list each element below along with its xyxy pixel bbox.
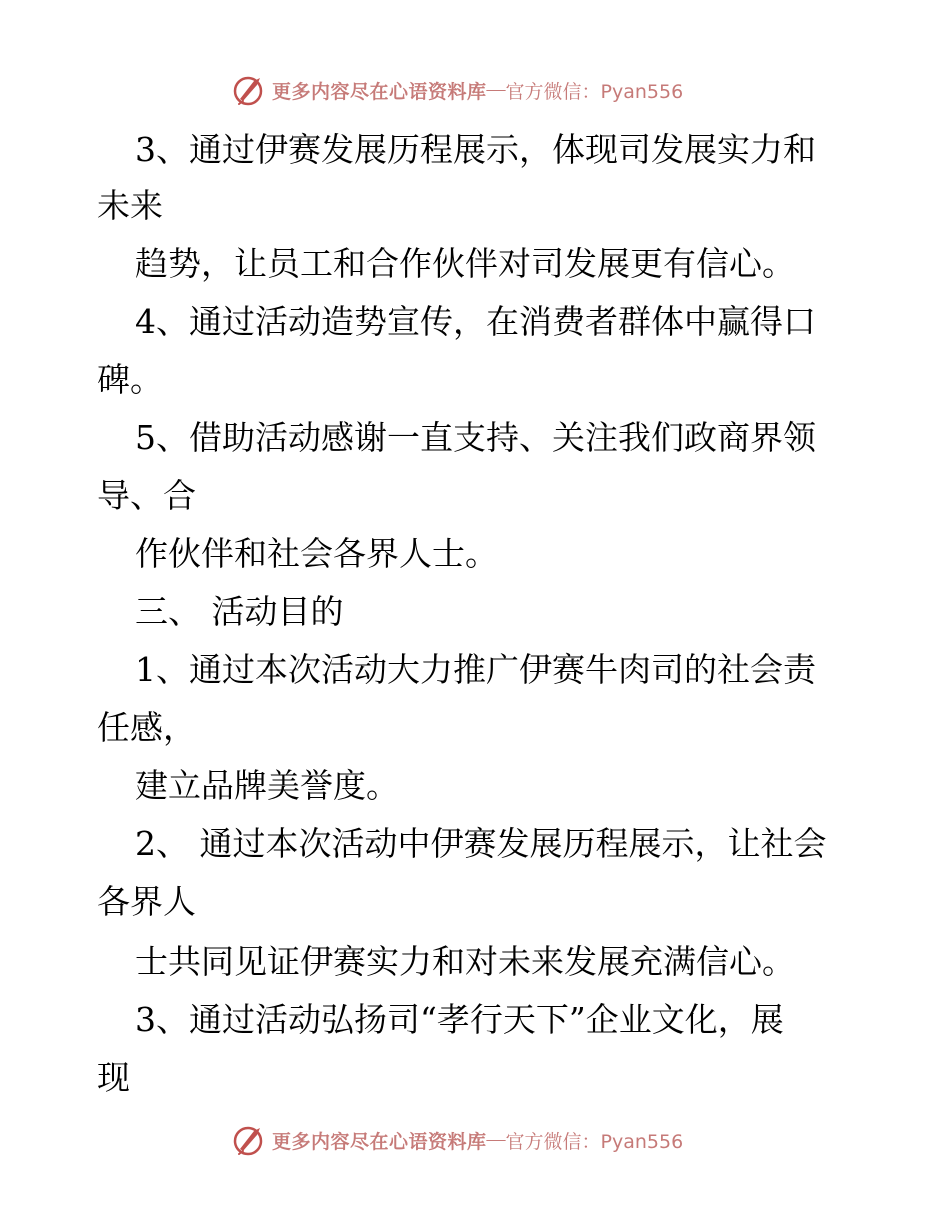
body-line: 作伙伴和社会各界人士。	[135, 534, 498, 573]
watermark-text: 更多内容尽在心语资料库	[272, 1130, 487, 1153]
footer-watermark	[232, 1120, 752, 1160]
body-line: 3、通过伊赛发展历程展示，体现司发展实力和	[135, 130, 816, 169]
quill-pen-logo-icon	[232, 1123, 266, 1157]
body-line: 任感，	[97, 708, 196, 747]
body-line: 2、 通过本次活动中伊赛发展历程展示，让社会	[135, 824, 827, 863]
body-line: 士共同见证伊赛实力和对未来发展充满信心。	[135, 942, 795, 981]
body-line: 建立品牌美誉度。	[135, 766, 399, 805]
body-line: 未来	[97, 186, 163, 225]
body-line: 导、合	[97, 476, 196, 515]
watermark-dash: —	[486, 1129, 506, 1150]
body-line: 各界人	[97, 882, 196, 921]
watermark-account: 官方微信：Pyan556	[505, 80, 684, 103]
watermark-account: 官方微信：Pyan556	[505, 1130, 684, 1153]
body-line: 3、通过活动弘扬司“孝行天下”企业文化，展	[135, 1000, 784, 1039]
body-line: 5、借助活动感谢一直支持、关注我们政商界领	[135, 418, 816, 457]
watermark-dash: —	[486, 79, 506, 100]
body-line: 碑。	[97, 360, 163, 399]
section-heading: 三、 活动目的	[135, 592, 344, 631]
body-line: 1、通过本次活动大力推广伊赛牛肉司的社会责	[135, 650, 816, 689]
body-line: 趋势，让员工和合作伙伴对司发展更有信心。	[135, 244, 795, 283]
quill-pen-logo-icon	[232, 73, 266, 107]
watermark-text: 更多内容尽在心语资料库	[272, 80, 487, 103]
body-line: 现	[97, 1058, 130, 1097]
body-line: 4、通过活动造势宣传，在消费者群体中赢得口	[135, 302, 816, 341]
header-watermark	[232, 70, 752, 110]
